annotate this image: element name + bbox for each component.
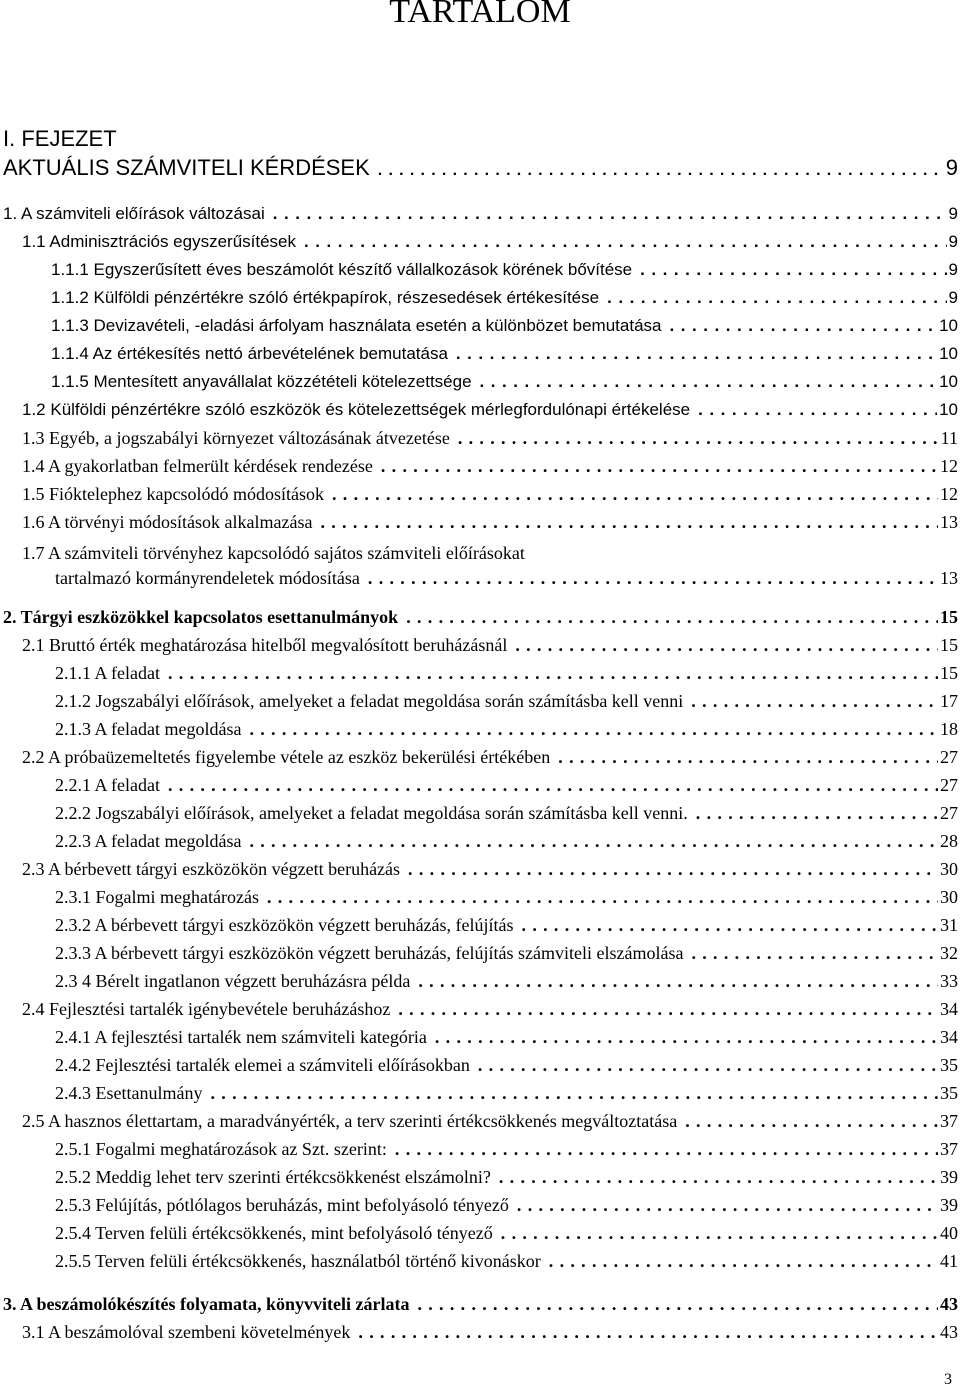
toc-entry-text: 3. A beszámolókészítés folyamata, könyvviteli zárlata	[3, 1294, 410, 1314]
toc-entry-page: 27	[940, 803, 958, 823]
dot-leader	[381, 456, 938, 477]
toc-entry-page: 37	[940, 1111, 958, 1131]
toc-entry-text: 1.1 Adminisztrációs egyszerűsítések	[22, 232, 297, 251]
dot-leader	[320, 512, 938, 533]
toc-entry[interactable]	[22, 484, 958, 512]
dot-leader	[691, 691, 938, 712]
toc-entry-text: 2.1.3 A feladat megoldása	[55, 719, 242, 739]
toc-entry[interactable]	[3, 204, 958, 232]
toc-entry-text: 1.3 Egyéb, a jogszabályi környezet változásának átvezetése	[22, 428, 450, 448]
toc-entry-page: 32	[940, 943, 958, 963]
toc-entry[interactable]	[55, 1055, 958, 1083]
toc-entry-text: 1.5 Fióktelephez kapcsolódó módosítások	[22, 484, 324, 504]
toc-entry-text: 2.4.1 A fejlesztési tartalék nem számviteli kategória	[55, 1027, 427, 1047]
toc-entry-page: 10	[939, 372, 958, 391]
toc-entry[interactable]	[22, 428, 958, 456]
dot-leader	[267, 887, 938, 908]
toc-entry-page: 30	[940, 859, 958, 879]
toc-entry[interactable]	[55, 1223, 958, 1251]
toc-entry-text: 3.1 A beszámolóval szembeni követelmények	[22, 1322, 351, 1342]
toc-entry-page: 9	[948, 232, 958, 251]
toc-entry[interactable]	[55, 663, 958, 691]
page-number: 3	[944, 1371, 952, 1388]
toc-entry[interactable]	[51, 316, 958, 344]
toc-entry[interactable]	[22, 456, 958, 484]
toc-entry-text: 2.1 Bruttó érték meghatározása hitelből megvalósított beruházásnál	[22, 635, 508, 655]
toc-entry-text: 2.5.4 Terven felüli értékcsökkenés, mint befolyásoló tényező	[55, 1223, 493, 1243]
toc-entry-page: 10	[939, 316, 958, 335]
dot-leader	[168, 663, 938, 684]
dot-leader	[685, 1111, 938, 1132]
dot-leader	[696, 803, 938, 824]
toc-entry-page: 9	[945, 155, 958, 180]
toc-entry-page: 15	[940, 635, 958, 655]
toc-entry-page: 9	[948, 260, 958, 279]
toc-entry-page: 33	[940, 971, 958, 991]
toc-entry-text: AKTUÁLIS SZÁMVITELI KÉRDÉSEK	[3, 155, 370, 180]
dot-leader	[406, 607, 938, 628]
toc-entry-text: 2.3.2 A bérbevett tárgyi eszközökön végzett beruházás, felújítás	[55, 915, 514, 935]
toc-entry[interactable]	[22, 1322, 958, 1350]
toc-entry[interactable]	[22, 232, 958, 260]
toc-entry[interactable]	[55, 1139, 958, 1167]
dot-leader	[249, 719, 938, 740]
toc-entry-text: 2.3.1 Fogalmi meghatározás	[55, 887, 259, 907]
toc-entry-text: 1.1.1 Egyszerűsített éves beszámolót készítő vállalkozások körének bővítése	[51, 260, 633, 279]
toc-entry[interactable]	[22, 1111, 958, 1139]
toc-entry-page: 13	[940, 512, 958, 532]
toc-entry[interactable]	[55, 943, 958, 971]
toc-entry-text: 2.3 A bérbevett tárgyi eszközökön végzett beruházás	[22, 859, 401, 879]
toc-entry-page: 31	[940, 915, 958, 935]
dot-leader	[499, 1167, 938, 1188]
toc-entry-page: 34	[940, 1027, 958, 1047]
toc-entry-text: 2.2.1 A feladat	[55, 775, 160, 795]
dot-leader	[501, 1223, 938, 1244]
toc-entry-text: 1.1.4 Az értékesítés nettó árbevételének bemutatása	[51, 344, 448, 363]
toc-entry[interactable]	[55, 1083, 958, 1111]
toc-entry[interactable]	[55, 568, 958, 596]
dot-leader	[515, 635, 938, 656]
toc-entry-page: 13	[940, 568, 958, 588]
dot-leader	[304, 232, 947, 252]
toc-entry[interactable]	[55, 887, 958, 915]
toc-entry-text: 2.2.2 Jogszabályi előírások, amelyeket a feladat megoldása során számításba kell venni.	[55, 803, 688, 823]
dot-leader	[480, 372, 938, 392]
dot-leader	[458, 428, 939, 449]
toc-entry-page: 30	[940, 887, 958, 907]
dot-leader	[368, 568, 938, 589]
toc-entry[interactable]	[55, 803, 958, 831]
toc-entry[interactable]	[55, 971, 958, 999]
chapter-label: I. FEJEZET	[3, 126, 117, 151]
toc-entry-page: 27	[940, 775, 958, 795]
toc-entry-page: 15	[940, 607, 958, 627]
toc-entry-page: 37	[940, 1139, 958, 1159]
dot-leader	[607, 288, 946, 308]
toc-entry[interactable]	[55, 1027, 958, 1055]
toc-entry-text: 2.3 4 Bérelt ingatlanon végzett beruházásra példa	[55, 971, 411, 991]
toc-entry-text: 1.6 A törvényi módosítások alkalmazása	[22, 512, 313, 532]
toc-entry[interactable]	[22, 635, 958, 663]
toc-entry-page: 9	[948, 288, 958, 307]
dot-leader	[522, 915, 938, 936]
toc-entry-page: 12	[940, 484, 958, 504]
dot-leader	[698, 400, 937, 420]
toc-entry[interactable]	[51, 260, 958, 288]
toc-entry-text: 2.5 A hasznos élettartam, a maradványérték, a terv szerinti értékcsökkenés megváltoztatása	[22, 1111, 678, 1131]
toc-entry[interactable]	[22, 859, 958, 887]
toc-entry-text: 2.5.3 Felújítás, pótlólagos beruházás, mint befolyásoló tényező	[55, 1195, 509, 1215]
dot-leader	[517, 1195, 938, 1216]
dot-leader	[395, 1139, 938, 1160]
dot-leader	[417, 1294, 938, 1315]
toc-entry-page: 12	[940, 456, 958, 476]
toc-entry-page: 34	[940, 999, 958, 1019]
toc-entry-text: 2.3.3 A bérbevett tárgyi eszközökön végzett beruházás, felújítás számviteli elszámolása	[55, 943, 684, 963]
toc-entry-text: 2.5.1 Fogalmi meghatározások az Szt. szerint:	[55, 1139, 387, 1159]
toc-entry-page: 10	[939, 344, 958, 363]
dot-leader	[691, 943, 938, 964]
toc-entry-text: 1. A számviteli előírások változásai	[3, 204, 265, 223]
dot-leader	[669, 316, 937, 336]
toc-entry[interactable]	[22, 400, 958, 428]
dot-leader	[456, 344, 937, 364]
dot-leader	[378, 162, 944, 180]
toc-entry-text: 1.1.3 Devizavételi, -eladási árfolyam használata esetén a különbözet bemutatása	[51, 316, 662, 335]
toc-entry-page: 11	[940, 428, 958, 448]
toc-entry-section[interactable]	[3, 1294, 958, 1322]
dot-leader	[358, 1322, 938, 1343]
toc-entry[interactable]	[22, 512, 958, 540]
toc-entry[interactable]	[55, 719, 958, 747]
toc-entry[interactable]	[51, 372, 958, 400]
toc-entry[interactable]	[55, 1195, 958, 1223]
dot-leader	[435, 1027, 938, 1048]
page-title: TARTALOM	[389, 0, 571, 30]
toc-entry-text: 2.4.3 Esettanulmány	[55, 1083, 203, 1103]
toc-entry-text: 1.1.5 Mentesített anyavállalat közzétételi kötelezettsége	[51, 372, 472, 391]
toc-entry-page: 40	[940, 1223, 958, 1243]
toc-entry-text: 2.5.5 Terven felüli értékcsökkenés, használatból történő kivonáskor	[55, 1251, 541, 1271]
toc-entry-text: 2. Tárgyi eszközökkel kapcsolatos esettanulmányok	[3, 607, 399, 627]
toc-entry-text: 2.5.2 Meddig lehet terv szerinti értékcsökkenést elszámolni?	[55, 1167, 491, 1187]
toc-entry-page: 39	[940, 1195, 958, 1215]
toc-entry-text: 1.2 Külföldi pénzértékre szóló eszközök és kötelezettségek mérlegfordulónapi értékelése	[22, 400, 691, 419]
toc-entry[interactable]	[55, 831, 958, 859]
toc-entry-page: 27	[940, 747, 958, 767]
toc-entry-page: 35	[940, 1055, 958, 1075]
toc-entry[interactable]	[55, 1251, 958, 1279]
toc-entry-page: 41	[940, 1251, 958, 1271]
toc-entry-page: 15	[940, 663, 958, 683]
dot-leader	[549, 1251, 938, 1272]
toc-entry[interactable]	[51, 288, 958, 316]
toc-entry-page: 43	[940, 1294, 958, 1314]
toc-entry[interactable]	[22, 747, 958, 775]
dot-leader	[332, 484, 938, 505]
toc-entry-text: 2.1.1 A feladat	[55, 663, 160, 683]
toc-entry[interactable]	[22, 999, 958, 1027]
dot-leader	[398, 999, 938, 1020]
toc-entry-page: 28	[940, 831, 958, 851]
toc-entry[interactable]	[55, 1167, 958, 1195]
toc-entry[interactable]	[55, 915, 958, 943]
toc-entry-page: 35	[940, 1083, 958, 1103]
dot-leader	[210, 1083, 938, 1104]
dot-leader	[168, 775, 938, 796]
toc-entry[interactable]	[51, 344, 958, 372]
dot-leader	[478, 1055, 938, 1076]
toc-entry-chapter[interactable]	[3, 155, 958, 183]
toc-entry-page: 18	[940, 719, 958, 739]
toc-entry-text: 1.4 A gyakorlatban felmerült kérdések rendezése	[22, 456, 373, 476]
dot-leader	[418, 971, 938, 992]
toc-entry-text: 2.1.2 Jogszabályi előírások, amelyeket a feladat megoldása során számításba kell venni	[55, 691, 684, 711]
toc-entry-text: 2.2 A próbaüzemeltetés figyelembe vétele az eszköz bekerülési értékében	[22, 747, 551, 767]
dot-leader	[249, 831, 938, 852]
toc-entry-text: 2.2.3 A feladat megoldása	[55, 831, 242, 851]
toc-entry-page: 10	[939, 400, 958, 419]
toc-entry-text: 1.1.2 Külföldi pénzértékre szóló értékpapírok, részesedések értékesítése	[51, 288, 600, 307]
dot-leader	[273, 204, 947, 224]
toc-entry-text: tartalmazó kormányrendeletek módosítása	[55, 568, 360, 588]
dot-leader	[408, 859, 938, 880]
toc-entry-page: 9	[948, 204, 958, 223]
toc-entry[interactable]	[55, 691, 958, 719]
toc-entry-first-line[interactable]: 1.7 A számviteli törvényhez kapcsolódó sajátos számviteli előírásokat	[22, 543, 525, 563]
toc-entry-page: 39	[940, 1167, 958, 1187]
toc-entry-page: 17	[940, 691, 958, 711]
toc-entry-text: 2.4 Fejlesztési tartalék igénybevétele beruházáshoz	[22, 999, 391, 1019]
dot-leader	[640, 260, 946, 280]
toc-entry-text: 2.4.2 Fejlesztési tartalék elemei a számviteli előírásokban	[55, 1055, 470, 1075]
toc-entry-section[interactable]	[3, 607, 958, 635]
toc-entry-page: 43	[940, 1322, 958, 1342]
toc-entry[interactable]	[55, 775, 958, 803]
dot-leader	[558, 747, 938, 768]
